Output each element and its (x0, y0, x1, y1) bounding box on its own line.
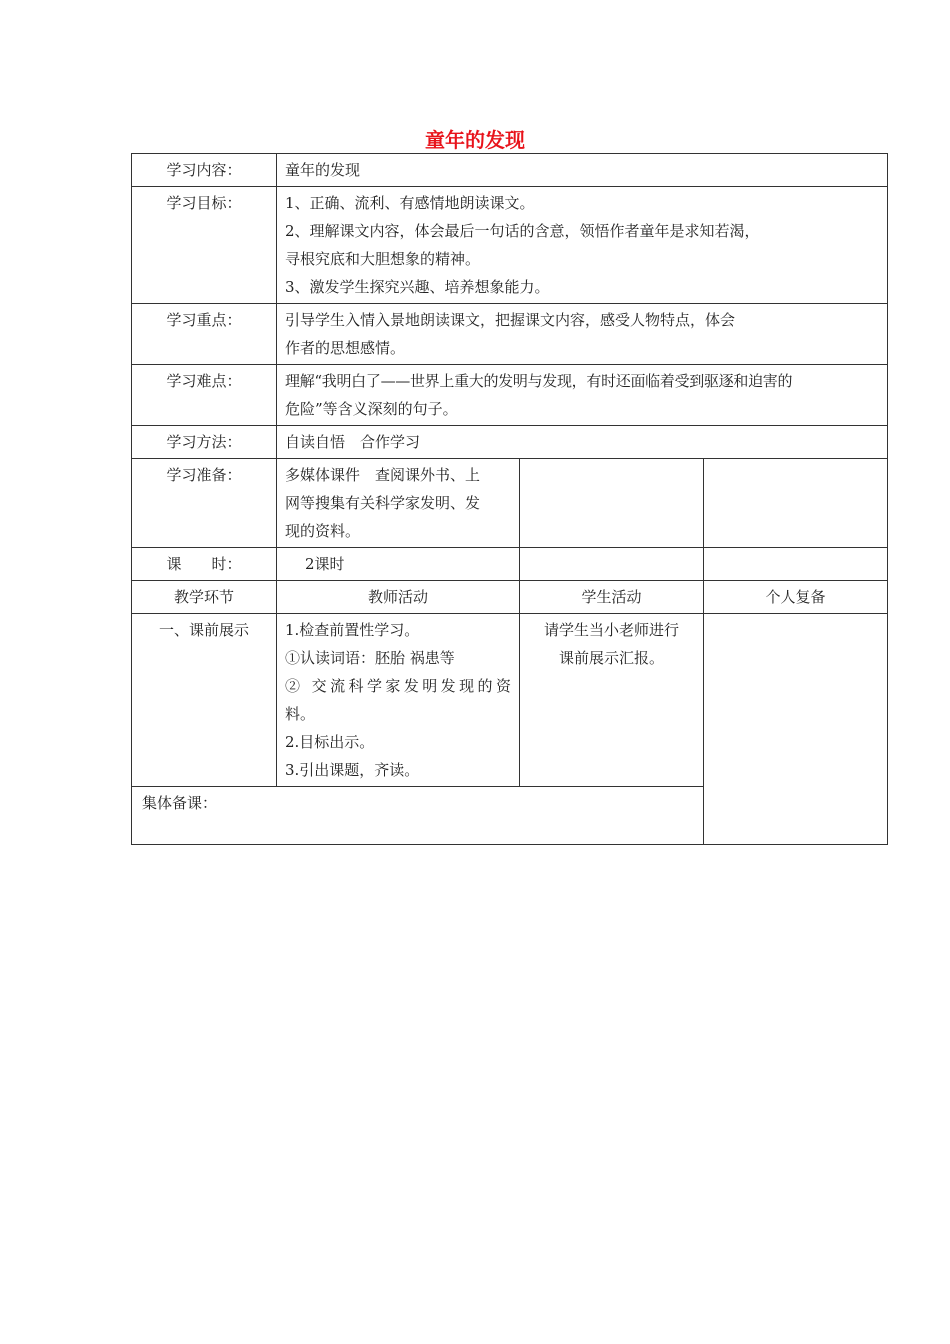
teacher-activity-line: 1.检查前置性学习。 (285, 621, 420, 639)
difficulty-line: 危险”等含义深刻的句子。 (285, 400, 458, 418)
empty-cell (520, 459, 704, 548)
label-key-points: 学习重点： (132, 304, 277, 365)
teacher-activity-line: 料。 (285, 705, 316, 723)
value-preparation (277, 459, 520, 548)
value-hours: 2课时 (277, 548, 520, 581)
label-difficulties: 学习难点： (132, 365, 277, 426)
value-content: 童年的发现 (277, 154, 888, 187)
value-method: 自读自悟 合作学习 (277, 426, 888, 459)
goal-line: 2、理解课文内容，体会最后一句话的含意，领悟作者童年是求知若渴， (285, 222, 760, 240)
collective-prep: 集体备课： (132, 787, 704, 845)
student-activity-line: 请学生当小老师进行 (543, 621, 679, 639)
stage1-personal (704, 614, 888, 845)
header-student: 学生活动 (520, 581, 704, 614)
row-stage1 (132, 614, 888, 787)
teacher-activity-line: ①认读词语：胚胎 祸患等 (285, 649, 455, 667)
label-hours: 课 时： (132, 548, 277, 581)
label-preparation: 学习准备： (132, 459, 277, 548)
label-content: 学习内容： (132, 154, 277, 187)
empty-cell (704, 548, 888, 581)
teacher-activity-line: ② 交流科学家发明发现的资 (285, 677, 511, 695)
value-goals (277, 187, 888, 304)
value-difficulties (277, 365, 888, 426)
goal-line: 1、正确、流利、有感情地朗读课文。 (285, 194, 535, 212)
row-preparation (132, 459, 888, 548)
key-point-line: 作者的思想感情。 (285, 339, 406, 357)
empty-cell (520, 548, 704, 581)
header-teacher: 教师活动 (277, 581, 520, 614)
stage1-name: 一、课前展示 (132, 614, 277, 787)
goal-line: 3、激发学生探究兴趣、培养想象能力。 (285, 278, 550, 296)
goal-line: 寻根究底和大胆想象的精神。 (285, 250, 481, 268)
label-method: 学习方法： (132, 426, 277, 459)
row-hours (132, 548, 888, 581)
stage1-teacher (277, 614, 520, 787)
row-goals (132, 187, 888, 304)
row-method (132, 426, 888, 459)
header-personal: 个人复备 (704, 581, 888, 614)
preparation-line: 网等搜集有关科学家发明、发 (285, 494, 481, 512)
row-headers (132, 581, 888, 614)
page-title: 童年的发现 (425, 128, 525, 152)
stage1-student (520, 614, 704, 787)
lesson-plan-table (131, 153, 888, 845)
label-goals: 学习目标： (132, 187, 277, 304)
teacher-activity-line: 3.引出课题，齐读。 (285, 761, 420, 779)
difficulty-line: 理解“我明白了——世界上重大的发明与发现，有时还面临着受到驱逐和迫害的 (285, 372, 793, 390)
student-activity-line: 课前展示汇报。 (558, 649, 664, 667)
key-point-line: 引导学生入情入景地朗读课文，把握课文内容，感受人物特点，体会 (285, 311, 736, 329)
row-content (132, 154, 888, 187)
preparation-line: 多媒体课件 查阅课外书、上 (285, 466, 481, 484)
header-stage: 教学环节 (132, 581, 277, 614)
preparation-line: 现的资料。 (285, 522, 361, 540)
teacher-activity-line: 2.目标出示。 (285, 733, 375, 751)
row-key-points (132, 304, 888, 365)
row-difficulties (132, 365, 888, 426)
value-key-points (277, 304, 888, 365)
empty-cell (704, 459, 888, 548)
